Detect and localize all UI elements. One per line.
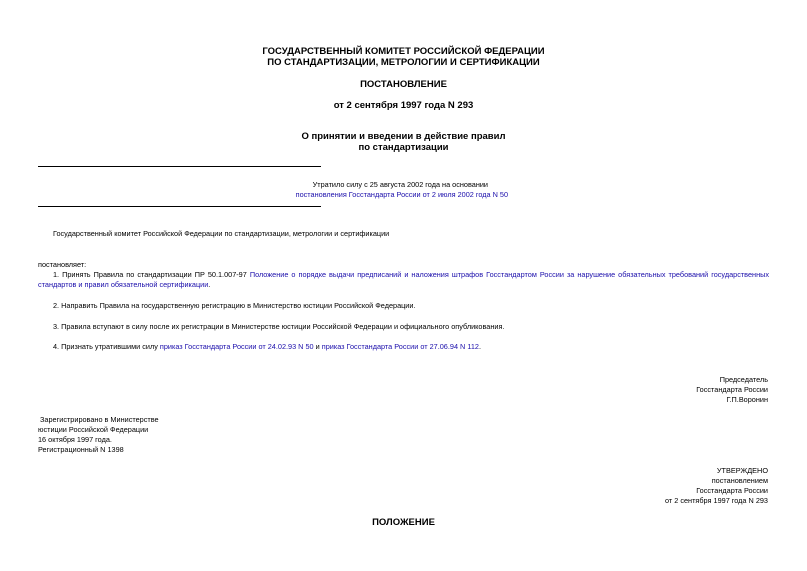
- intro-paragraph: Государственный комитет Российской Федерации по стандартизации, метрологии и сертификации: [53, 229, 390, 238]
- item-1-prefix: 1. Принять Правила по стандартизации ПР 50.1.007-97: [53, 270, 247, 279]
- registration-line4: Регистрационный N 1398: [38, 445, 124, 454]
- item-4-suffix: .: [478, 342, 482, 351]
- registration-line3: 16 октября 1997 года.: [38, 435, 112, 444]
- regulation-title: ПОЛОЖЕНИЕ: [372, 517, 435, 528]
- item-3-paragraph: 3. Правила вступают в силу после их регистрации в Министерстве юстиции Российской Федерации и официального опубликования.: [53, 322, 505, 331]
- status-note-text: Утратило силу с 25 августа 2002 года на основании: [312, 180, 488, 189]
- divider-bottom: [38, 206, 321, 207]
- document-subject-line1: О принятии и введении в действие правил: [301, 131, 506, 142]
- approval-line3: Госстандарта России: [696, 486, 768, 495]
- org-name-line2: ПО СТАНДАРТИЗАЦИИ, МЕТРОЛОГИИ И СЕРТИФИКАЦИИ: [267, 57, 540, 68]
- signature-name: Г.П.Воронин: [726, 395, 768, 404]
- item-2-paragraph: 2. Направить Правила на государственную регистрацию в Министерство юстиции Российской Федерации.: [53, 301, 416, 310]
- item-4-link-1[interactable]: приказ Госстандарта России от 24.02.93 N 50: [159, 342, 314, 351]
- item-4-mid: и: [315, 342, 320, 351]
- approval-line4: от 2 сентября 1997 года N 293: [665, 496, 768, 505]
- status-note-link[interactable]: постановления Госстандарта России от 2 июля 2002 года N 50: [295, 190, 508, 199]
- item-4-prefix: 4. Признать утратившими силу: [53, 342, 158, 351]
- item-1-paragraph: [38, 270, 769, 290]
- registration-line1: Зарегистрировано в Министерстве: [40, 415, 159, 424]
- item-4-link-2[interactable]: приказ Госстандарта России от 27.06.94 N 112: [321, 342, 479, 351]
- registration-line2: юстиции Российской Федерации: [38, 425, 149, 434]
- divider-top: [38, 166, 321, 167]
- document-type: ПОСТАНОВЛЕНИЕ: [360, 79, 447, 90]
- document-date: от 2 сентября 1997 года N 293: [333, 100, 474, 111]
- signature-role: Председатель: [719, 375, 768, 384]
- org-name-line1: ГОСУДАРСТВЕННЫЙ КОМИТЕТ РОССИЙСКОЙ ФЕДЕРАЦИИ: [262, 46, 545, 57]
- item-4-paragraph: [53, 342, 769, 352]
- document-subject-line2: по стандартизации: [358, 142, 449, 153]
- item-1-suffix: .: [208, 280, 211, 289]
- signature-org: Госстандарта России: [696, 385, 768, 394]
- approval-line1: УТВЕРЖДЕНО: [716, 466, 768, 475]
- approval-line2: постановлением: [711, 476, 768, 485]
- item-1-link[interactable]: Положение о порядке выдачи предписаний и наложения штрафов Госстандартом России за нарушение обязательных требований государственных стандартов и правил обязательной сертификации: [38, 270, 769, 289]
- decrees-word: постановляет:: [38, 260, 87, 269]
